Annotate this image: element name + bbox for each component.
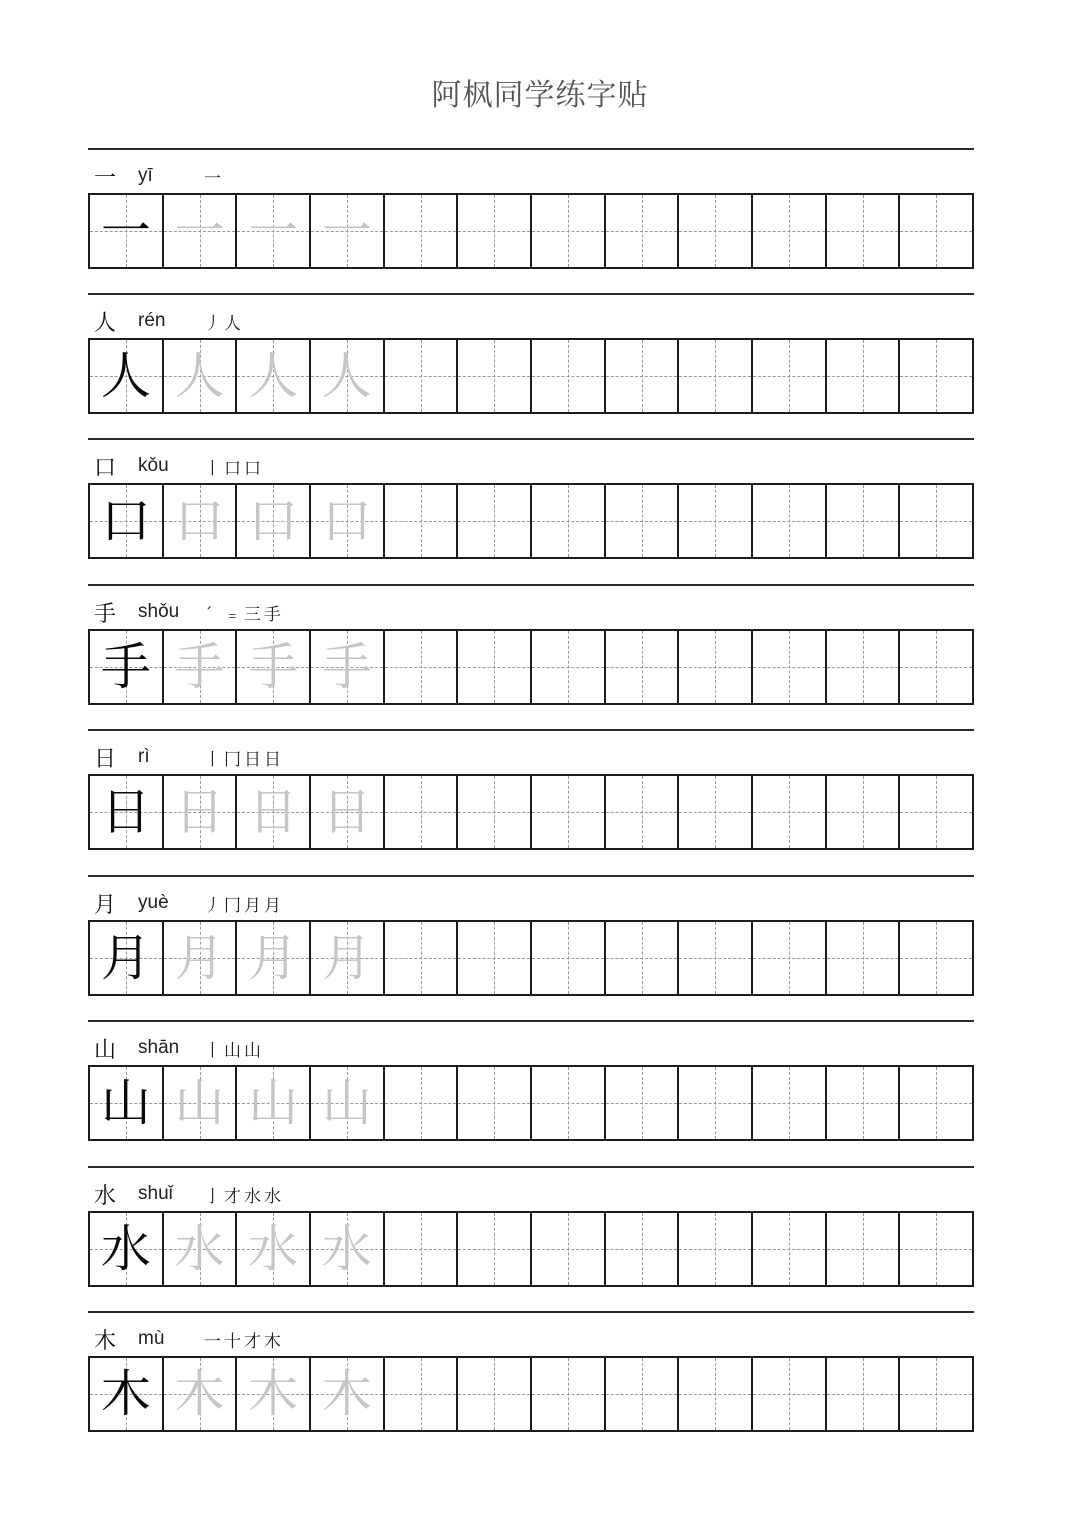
trace-character: 山 — [321, 1074, 372, 1132]
row-divider — [88, 148, 974, 150]
guide-line-vertical — [936, 1358, 937, 1430]
trace-character: 水 — [174, 1220, 225, 1278]
header-pinyin: shuǐ — [138, 1183, 173, 1204]
trace-character: 木 — [248, 1365, 299, 1423]
blank-practice-cell[interactable] — [677, 485, 751, 557]
blank-practice-cell[interactable] — [898, 631, 972, 703]
trace-cell — [235, 1067, 309, 1139]
practice-row — [88, 584, 974, 729]
guide-line-vertical — [936, 776, 937, 848]
stroke-order: 丿人 — [204, 313, 244, 334]
blank-practice-cell[interactable] — [825, 340, 899, 412]
trace-cell — [162, 922, 236, 994]
guide-line-vertical — [568, 922, 569, 994]
blank-practice-cell[interactable] — [677, 1067, 751, 1139]
row-header — [94, 1321, 284, 1357]
guide-line-vertical — [642, 1213, 643, 1285]
guide-line-vertical — [421, 195, 422, 267]
guide-line-vertical — [642, 340, 643, 412]
header-pinyin: shǒu — [138, 601, 180, 622]
row-divider — [88, 293, 974, 295]
header-character: 手 — [94, 601, 117, 627]
blank-practice-cell[interactable] — [530, 1213, 604, 1285]
trace-cell — [235, 631, 309, 703]
guide-line-vertical — [568, 631, 569, 703]
blank-practice-cell[interactable] — [677, 776, 751, 848]
blank-practice-cell[interactable] — [456, 631, 530, 703]
trace-cell — [235, 1213, 309, 1285]
guide-line-vertical — [715, 195, 716, 267]
trace-cell — [235, 340, 309, 412]
practice-row — [88, 875, 974, 1020]
blank-practice-cell[interactable] — [383, 340, 457, 412]
blank-practice-cell[interactable] — [604, 631, 678, 703]
model-cell — [90, 776, 162, 848]
blank-practice-cell[interactable] — [530, 1067, 604, 1139]
guide-line-vertical — [863, 485, 864, 557]
blank-practice-cell[interactable] — [751, 922, 825, 994]
row-divider — [88, 875, 974, 877]
header-character: 水 — [94, 1183, 117, 1209]
header-character: 木 — [94, 1328, 117, 1354]
guide-line-vertical — [494, 631, 495, 703]
practice-row — [88, 293, 974, 438]
guide-line-vertical — [421, 776, 422, 848]
trace-cell — [309, 922, 383, 994]
trace-character: 月 — [321, 929, 372, 987]
row-header — [94, 594, 284, 630]
guide-line-vertical — [936, 1067, 937, 1139]
blank-practice-cell[interactable] — [898, 922, 972, 994]
trace-cell — [309, 776, 383, 848]
stroke-order: 丨山山 — [204, 1040, 264, 1061]
stroke-order: ˊ ﹦三手 — [204, 604, 284, 625]
model-cell — [90, 1358, 162, 1430]
trace-cell — [162, 776, 236, 848]
guide-line-vertical — [642, 1358, 643, 1430]
stroke-order: 丨口口 — [204, 458, 264, 479]
guide-line-vertical — [494, 485, 495, 557]
trace-character: 手 — [321, 638, 372, 696]
guide-line-vertical — [421, 922, 422, 994]
blank-practice-cell[interactable] — [456, 922, 530, 994]
blank-practice-cell[interactable] — [530, 776, 604, 848]
model-character: 日 — [100, 783, 151, 841]
guide-line-vertical — [568, 776, 569, 848]
blank-practice-cell[interactable] — [751, 340, 825, 412]
header-character: 月 — [94, 892, 117, 918]
model-character: 一 — [100, 202, 151, 260]
trace-character: 手 — [174, 638, 225, 696]
guide-line-vertical — [421, 631, 422, 703]
model-character: 手 — [100, 638, 151, 696]
header-pinyin: rì — [138, 746, 150, 767]
blank-practice-cell[interactable] — [825, 631, 899, 703]
practice-row — [88, 148, 974, 293]
trace-character: 山 — [248, 1074, 299, 1132]
blank-practice-cell[interactable] — [751, 1358, 825, 1430]
guide-line-vertical — [863, 1213, 864, 1285]
blank-practice-cell[interactable] — [677, 1358, 751, 1430]
trace-character: 口 — [321, 492, 372, 550]
guide-line-vertical — [494, 1213, 495, 1285]
blank-practice-cell[interactable] — [456, 340, 530, 412]
blank-practice-cell[interactable] — [604, 195, 678, 267]
guide-line-vertical — [789, 776, 790, 848]
guide-line-vertical — [863, 922, 864, 994]
writing-grid — [88, 1356, 974, 1432]
blank-practice-cell[interactable] — [530, 922, 604, 994]
row-divider — [88, 1311, 974, 1313]
trace-cell — [162, 631, 236, 703]
practice-row — [88, 1166, 974, 1311]
trace-character: 水 — [248, 1220, 299, 1278]
blank-practice-cell[interactable] — [751, 1067, 825, 1139]
guide-line-vertical — [715, 1358, 716, 1430]
blank-practice-cell[interactable] — [456, 1358, 530, 1430]
guide-line-vertical — [494, 776, 495, 848]
trace-cell — [162, 485, 236, 557]
model-cell — [90, 485, 162, 557]
blank-practice-cell[interactable] — [383, 1067, 457, 1139]
guide-line-vertical — [421, 1213, 422, 1285]
guide-line-vertical — [494, 1358, 495, 1430]
guide-line-vertical — [863, 776, 864, 848]
trace-character: 山 — [174, 1074, 225, 1132]
stroke-order: 一 — [204, 168, 224, 189]
trace-cell — [309, 1358, 383, 1430]
row-divider — [88, 1166, 974, 1168]
guide-line-vertical — [494, 1067, 495, 1139]
blank-practice-cell[interactable] — [677, 1213, 751, 1285]
guide-line-vertical — [715, 776, 716, 848]
blank-practice-cell[interactable] — [604, 776, 678, 848]
blank-practice-cell[interactable] — [898, 1213, 972, 1285]
row-divider — [88, 729, 974, 731]
blank-practice-cell[interactable] — [898, 1067, 972, 1139]
trace-character: 木 — [321, 1365, 372, 1423]
guide-line-vertical — [863, 1358, 864, 1430]
model-character: 木 — [100, 1365, 151, 1423]
trace-cell — [235, 922, 309, 994]
stroke-order: 亅才水水 — [204, 1186, 284, 1207]
guide-line-vertical — [642, 485, 643, 557]
model-cell — [90, 340, 162, 412]
guide-line-vertical — [936, 195, 937, 267]
trace-cell — [309, 485, 383, 557]
trace-cell — [309, 631, 383, 703]
blank-practice-cell[interactable] — [825, 1067, 899, 1139]
guide-line-vertical — [642, 776, 643, 848]
model-character: 口 — [100, 492, 151, 550]
guide-line-vertical — [642, 922, 643, 994]
model-character: 水 — [100, 1220, 151, 1278]
writing-grid — [88, 1065, 974, 1141]
trace-character: 人 — [248, 347, 299, 405]
blank-practice-cell[interactable] — [604, 1213, 678, 1285]
blank-practice-cell[interactable] — [604, 922, 678, 994]
trace-character: 一 — [174, 202, 225, 260]
row-header — [94, 158, 224, 194]
model-cell — [90, 1067, 162, 1139]
guide-line-vertical — [863, 340, 864, 412]
guide-line-vertical — [863, 195, 864, 267]
guide-line-vertical — [421, 1067, 422, 1139]
guide-line-vertical — [642, 631, 643, 703]
guide-line-vertical — [863, 631, 864, 703]
blank-practice-cell[interactable] — [677, 195, 751, 267]
guide-line-vertical — [494, 195, 495, 267]
trace-character: 人 — [321, 347, 372, 405]
stroke-order: 丨冂日日 — [204, 749, 284, 770]
row-header — [94, 303, 244, 339]
blank-practice-cell[interactable] — [383, 776, 457, 848]
practice-row — [88, 1020, 974, 1165]
practice-row — [88, 438, 974, 583]
header-pinyin: yī — [138, 165, 153, 186]
trace-character: 一 — [321, 202, 372, 260]
guide-line-vertical — [715, 922, 716, 994]
stroke-order: 丿冂月月 — [204, 895, 284, 916]
blank-practice-cell[interactable] — [825, 1213, 899, 1285]
trace-character: 日 — [321, 783, 372, 841]
blank-practice-cell[interactable] — [751, 485, 825, 557]
row-divider — [88, 438, 974, 440]
model-cell — [90, 631, 162, 703]
trace-cell — [309, 195, 383, 267]
blank-practice-cell[interactable] — [604, 1358, 678, 1430]
trace-cell — [235, 776, 309, 848]
guide-line-vertical — [568, 195, 569, 267]
trace-character: 手 — [248, 638, 299, 696]
guide-line-vertical — [421, 485, 422, 557]
guide-line-vertical — [568, 1213, 569, 1285]
guide-line-vertical — [789, 1067, 790, 1139]
trace-character: 月 — [174, 929, 225, 987]
guide-line-vertical — [421, 340, 422, 412]
blank-practice-cell[interactable] — [456, 1213, 530, 1285]
trace-character: 日 — [248, 783, 299, 841]
row-header — [94, 739, 284, 775]
blank-practice-cell[interactable] — [677, 922, 751, 994]
blank-practice-cell[interactable] — [825, 1358, 899, 1430]
writing-grid — [88, 1211, 974, 1287]
trace-character: 人 — [174, 347, 225, 405]
guide-line-vertical — [715, 631, 716, 703]
practice-row — [88, 1311, 974, 1456]
trace-character: 日 — [174, 783, 225, 841]
writing-grid — [88, 483, 974, 559]
guide-line-vertical — [936, 922, 937, 994]
blank-practice-cell[interactable] — [604, 1067, 678, 1139]
blank-practice-cell[interactable] — [530, 195, 604, 267]
guide-line-vertical — [789, 922, 790, 994]
trace-cell — [162, 340, 236, 412]
blank-practice-cell[interactable] — [898, 195, 972, 267]
guide-line-vertical — [789, 631, 790, 703]
guide-line-vertical — [642, 195, 643, 267]
blank-practice-cell[interactable] — [383, 1213, 457, 1285]
guide-line-vertical — [789, 485, 790, 557]
blank-practice-cell[interactable] — [898, 1358, 972, 1430]
trace-cell — [162, 195, 236, 267]
blank-practice-cell[interactable] — [751, 631, 825, 703]
guide-line-vertical — [789, 340, 790, 412]
row-divider — [88, 584, 974, 586]
blank-practice-cell[interactable] — [825, 485, 899, 557]
row-header — [94, 1176, 284, 1212]
blank-practice-cell[interactable] — [456, 1067, 530, 1139]
writing-grid — [88, 193, 974, 269]
blank-practice-cell[interactable] — [530, 340, 604, 412]
trace-cell — [309, 1067, 383, 1139]
trace-cell — [235, 1358, 309, 1430]
blank-practice-cell[interactable] — [456, 195, 530, 267]
blank-practice-cell[interactable] — [751, 195, 825, 267]
trace-character: 水 — [321, 1220, 372, 1278]
guide-line-vertical — [715, 1067, 716, 1139]
blank-practice-cell[interactable] — [604, 340, 678, 412]
header-pinyin: rén — [138, 310, 166, 331]
blank-practice-cell[interactable] — [383, 195, 457, 267]
header-pinyin: kǒu — [138, 455, 169, 476]
model-cell — [90, 922, 162, 994]
blank-practice-cell[interactable] — [898, 485, 972, 557]
practice-row — [88, 729, 974, 874]
header-pinyin: mù — [138, 1328, 165, 1349]
blank-practice-cell[interactable] — [383, 922, 457, 994]
trace-cell — [309, 340, 383, 412]
guide-line-vertical — [568, 340, 569, 412]
trace-character: 口 — [248, 492, 299, 550]
trace-character: 月 — [248, 929, 299, 987]
writing-grid — [88, 338, 974, 414]
guide-line-vertical — [494, 340, 495, 412]
blank-practice-cell[interactable] — [825, 195, 899, 267]
blank-practice-cell[interactable] — [383, 485, 457, 557]
trace-character: 木 — [174, 1365, 225, 1423]
model-cell — [90, 195, 162, 267]
row-header — [94, 1030, 264, 1066]
model-character: 人 — [100, 347, 151, 405]
blank-practice-cell[interactable] — [751, 776, 825, 848]
writing-grid — [88, 774, 974, 850]
blank-practice-cell[interactable] — [898, 776, 972, 848]
trace-cell — [162, 1213, 236, 1285]
blank-practice-cell[interactable] — [456, 776, 530, 848]
writing-grid — [88, 920, 974, 996]
trace-cell — [162, 1358, 236, 1430]
guide-line-vertical — [789, 195, 790, 267]
trace-cell — [162, 1067, 236, 1139]
blank-practice-cell[interactable] — [604, 485, 678, 557]
row-divider — [88, 1020, 974, 1022]
blank-practice-cell[interactable] — [825, 922, 899, 994]
guide-line-vertical — [715, 1213, 716, 1285]
header-character: 一 — [94, 165, 117, 191]
blank-practice-cell[interactable] — [530, 1358, 604, 1430]
trace-character: 一 — [248, 202, 299, 260]
guide-line-vertical — [642, 1067, 643, 1139]
blank-practice-cell[interactable] — [383, 631, 457, 703]
header-character: 人 — [94, 310, 117, 336]
stroke-order: 一十才木 — [204, 1331, 284, 1352]
blank-practice-cell[interactable] — [383, 1358, 457, 1430]
blank-practice-cell[interactable] — [751, 1213, 825, 1285]
model-character: 月 — [100, 929, 151, 987]
blank-practice-cell[interactable] — [456, 485, 530, 557]
row-header — [94, 885, 284, 921]
trace-cell — [235, 195, 309, 267]
header-character: 日 — [94, 746, 117, 772]
trace-cell — [235, 485, 309, 557]
blank-practice-cell[interactable] — [825, 776, 899, 848]
guide-line-vertical — [936, 485, 937, 557]
trace-cell — [309, 1213, 383, 1285]
guide-line-vertical — [715, 340, 716, 412]
header-pinyin: yuè — [138, 892, 169, 913]
writing-grid — [88, 629, 974, 705]
blank-practice-cell[interactable] — [898, 340, 972, 412]
guide-line-vertical — [568, 1358, 569, 1430]
guide-line-vertical — [568, 485, 569, 557]
model-cell — [90, 1213, 162, 1285]
guide-line-vertical — [494, 922, 495, 994]
guide-line-vertical — [936, 340, 937, 412]
trace-character: 口 — [174, 492, 225, 550]
guide-line-vertical — [936, 631, 937, 703]
row-header — [94, 448, 264, 484]
guide-line-vertical — [789, 1358, 790, 1430]
blank-practice-cell[interactable] — [530, 485, 604, 557]
header-character: 口 — [94, 455, 117, 481]
header-pinyin: shān — [138, 1037, 180, 1058]
guide-line-vertical — [421, 1358, 422, 1430]
guide-line-vertical — [936, 1213, 937, 1285]
blank-practice-cell[interactable] — [677, 340, 751, 412]
blank-practice-cell[interactable] — [530, 631, 604, 703]
guide-line-vertical — [789, 1213, 790, 1285]
guide-line-vertical — [715, 485, 716, 557]
page-title: 阿枫同学练字贴 — [431, 78, 649, 113]
guide-line-vertical — [568, 1067, 569, 1139]
blank-practice-cell[interactable] — [677, 631, 751, 703]
header-character: 山 — [94, 1037, 117, 1063]
model-character: 山 — [100, 1074, 151, 1132]
guide-line-vertical — [863, 1067, 864, 1139]
